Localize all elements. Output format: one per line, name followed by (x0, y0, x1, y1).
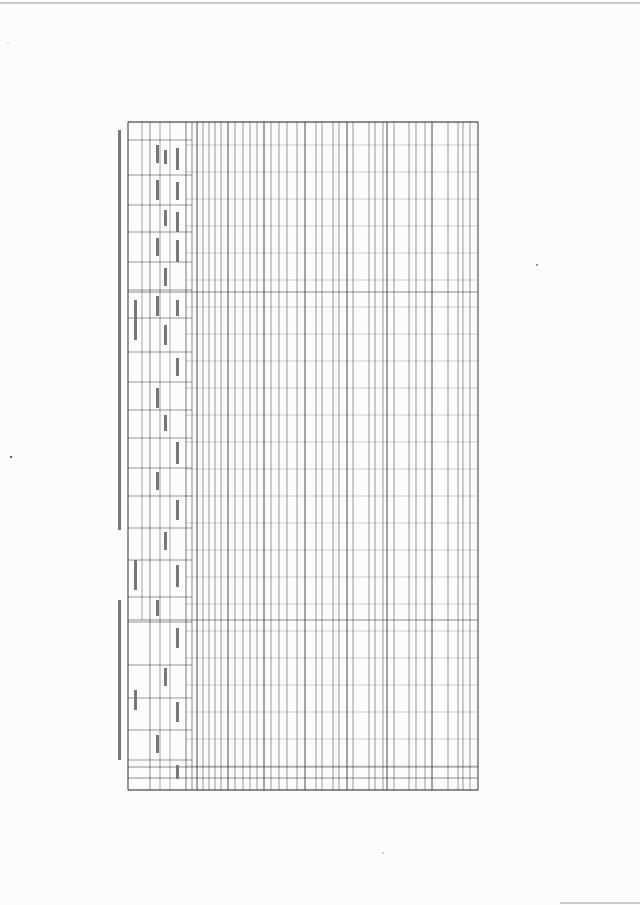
scan-speck (536, 264, 538, 266)
illegible-text-mark (164, 532, 167, 550)
scan-speck (8, 43, 9, 44)
illegible-text-mark (176, 702, 179, 722)
illegible-text-mark (164, 415, 167, 431)
illegible-text-mark (176, 565, 179, 587)
illegible-text-mark (134, 690, 137, 710)
table-grid (118, 122, 478, 790)
illegible-text-mark (156, 238, 159, 256)
illegible-text-mark (176, 500, 179, 520)
illegible-text-mark (176, 765, 179, 779)
illegible-text-mark (176, 442, 179, 464)
illegible-text-mark (176, 628, 179, 648)
illegible-text-mark (176, 300, 179, 316)
illegible-text-mark (156, 472, 159, 490)
illegible-text-mark (176, 240, 179, 262)
scan-speck (10, 456, 12, 458)
illegible-text-mark (156, 600, 159, 616)
scan-speck (382, 852, 383, 853)
illegible-text-mark (156, 296, 159, 316)
illegible-text-mark (176, 212, 179, 232)
illegible-text-mark (176, 148, 179, 170)
illegible-text-mark (164, 668, 167, 686)
illegible-text-mark (176, 182, 179, 200)
illegible-text-mark (118, 130, 121, 530)
illegible-text-mark (156, 388, 159, 408)
illegible-text-mark (118, 600, 121, 760)
illegible-text-mark (156, 180, 159, 200)
illegible-text-mark (164, 210, 167, 226)
illegible-text-mark (134, 560, 137, 590)
illegible-text-mark (164, 325, 167, 345)
illegible-text-mark (164, 268, 167, 286)
illegible-text-mark (156, 735, 159, 753)
illegible-text-mark (176, 358, 179, 376)
illegible-text-mark (156, 145, 159, 163)
illegible-text-mark (134, 300, 137, 340)
illegible-text-mark (164, 150, 167, 164)
